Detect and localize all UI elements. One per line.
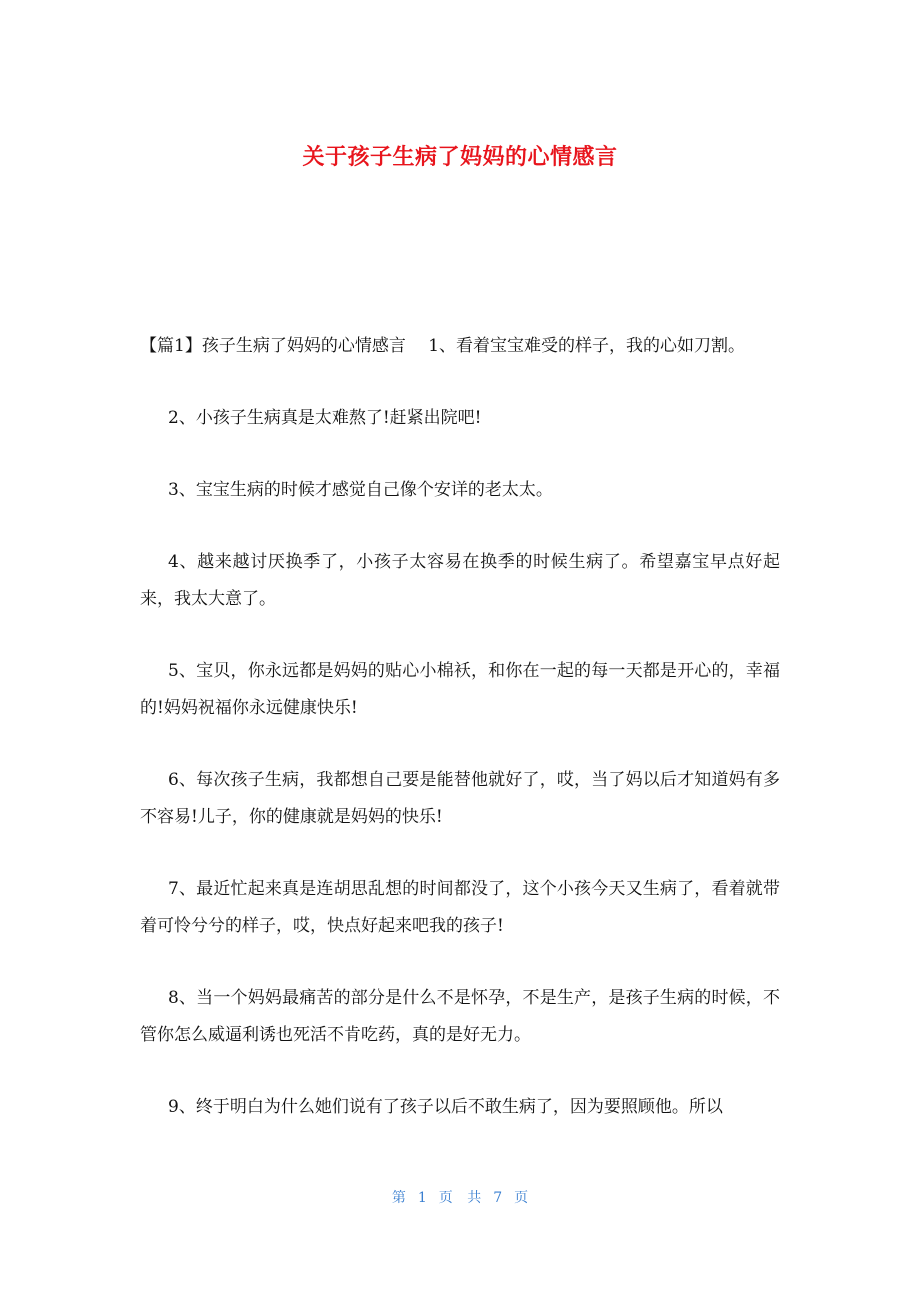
paragraph-item-4: 4、越来越讨厌换季了，小孩子太容易在换季的时候生病了。希望嘉宝早点好起来，我太大意了。 bbox=[140, 552, 780, 609]
total-pages-number: 7 bbox=[493, 1190, 503, 1206]
paragraph-item-7: 7、最近忙起来真是连胡思乱想的时间都没了，这个小孩今天又生病了，看着就带着可怜兮兮的样子，哎，快点好起来吧我的孩子! bbox=[140, 879, 780, 936]
paragraph-item-5: 5、宝贝，你永远都是妈妈的贴心小棉袄，和你在一起的每一天都是开心的，幸福的!妈妈祝福你永远健康快乐! bbox=[140, 661, 780, 718]
page-label-middle: 页 共 bbox=[438, 1190, 482, 1206]
paragraph-item-8: 8、当一个妈妈最痛苦的部分是什么不是怀孕，不是生产，是孩子生病的时候，不管你怎么威逼利诱也死活不肯吃药，真的是好无力。 bbox=[140, 988, 780, 1045]
document-body bbox=[140, 328, 780, 1161]
paragraph-intro: 【篇1】孩子生病了妈妈的心情感言 1、看着宝宝难受的样子，我的心如刀割。 bbox=[140, 336, 746, 356]
current-page-number: 1 bbox=[417, 1190, 427, 1206]
page-label-prefix: 第 bbox=[391, 1190, 406, 1206]
page-title: 关于孩子生病了妈妈的心情感言 bbox=[302, 145, 618, 170]
paragraph-item-2: 2、小孩子生病真是太难熬了!赶紧出院吧! bbox=[168, 408, 482, 428]
paragraph-item-6: 6、每次孩子生病，我都想自己要是能替他就好了，哎，当了妈以后才知道妈有多不容易!儿子，你的健康就是妈妈的快乐! bbox=[140, 770, 780, 827]
paragraph-item-3: 3、宝宝生病的时候才感觉自己像个安详的老太太。 bbox=[168, 480, 553, 500]
page-footer bbox=[0, 1186, 920, 1210]
paragraph-item-9: 9、终于明白为什么她们说有了孩子以后不敢生病了，因为要照顾他。所以 bbox=[168, 1097, 723, 1117]
page-label-suffix: 页 bbox=[514, 1190, 529, 1206]
